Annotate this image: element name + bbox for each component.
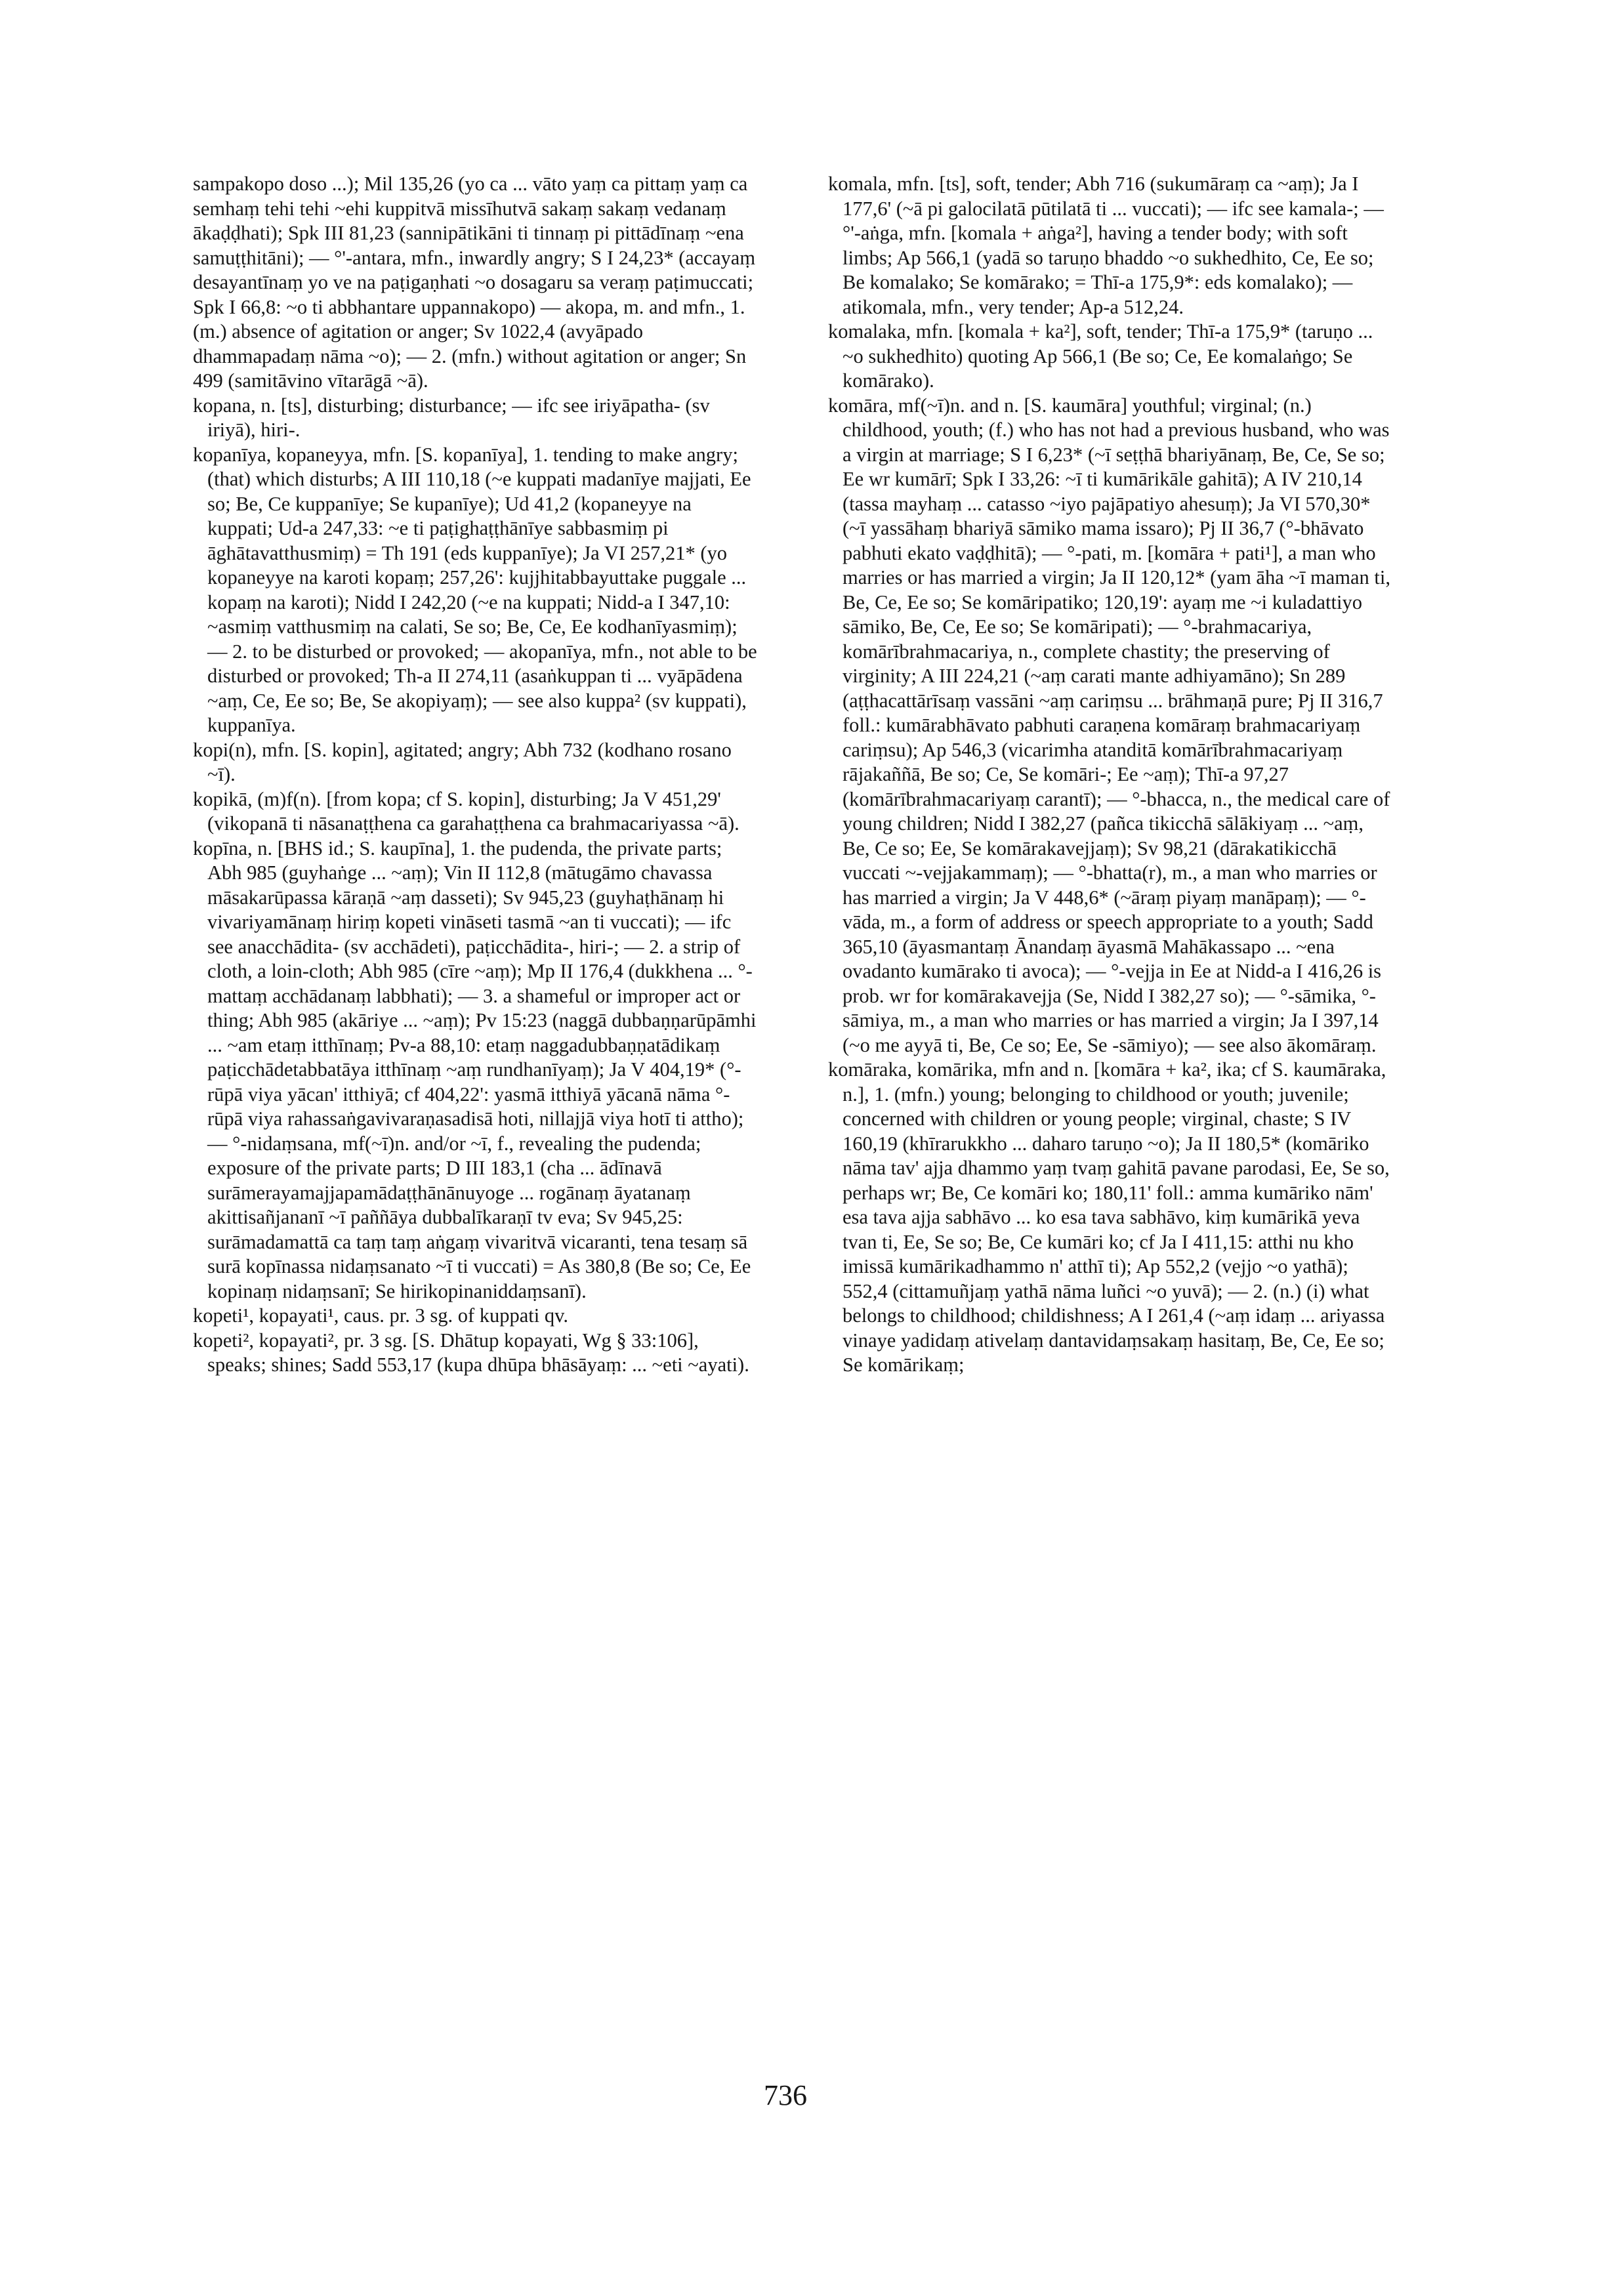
entry-komalaka: komalaka, mfn. [komala + ka²], soft, tender; Thī-a 175,9* (taruṇo ... ~o sukhedhito) quoting Ap 566,1 (Be so; Ce, Ee komalaṅgo; Se komārako). xyxy=(828,320,1373,392)
left-column xyxy=(193,172,757,1378)
entry-kopeti-1: kopeti¹, kopayati¹, caus. pr. 3 sg. of kuppati qv. xyxy=(193,1304,568,1327)
right-column xyxy=(828,172,1392,1378)
entry-kopana: kopana, n. [ts], disturbing; disturbance; — ifc see iriyāpatha- (sv iriyā), hiri-. xyxy=(193,394,710,441)
entry-kopeti-2: kopeti², kopayati², pr. 3 sg. [S. Dhātup kopayati, Wg § 33:106], speaks; shines; Sadd 553,17 (kupa dhūpa bhāsāyaṃ: ... ~eti ~ayati). xyxy=(193,1329,749,1376)
entry-komaraka: komāraka, komārika, mfn and n. [komāra + ka², ika; cf S. kaumāraka, n.], 1. (mfn.) young; belonging to childhood or youth; juvenile; concerned with children or young people; virginal, chaste; S IV 160,19 (khīrarukkho ... daharo taruṇo ~o); Ja II 180,5* (komāriko nāma tav' ajja dhammo yaṃ tvaṃ gahitā pavane parodasi, Ee, Se so, perhaps wr; Be, Ce komāri ko; 180,11' foll.: amma kumāriko nām' esa tava ajja sabhāvo ... ko esa tava sabhāvo, kiṃ kumārikā yeva tvan ti, Ee, Se so; Be, Ce kumāri ko; cf Ja I 411,15: atthi nu kho imissā kumārikadhammo n' atthī ti); Ap 552,2 (vejjo ~o yathā); 552,4 (cittamuñjaṃ yathā nāma luñci ~o yuvā); — 2. (n.) (i) what belongs to childhood; childishness; A I 261,4 (~aṃ idaṃ ... ariyassa vinaye yadidaṃ ativelaṃ dantavidaṃsakaṃ hasitaṃ, Be, Ce, Ee so; Se komārikaṃ; xyxy=(828,1058,1390,1376)
page-number: 736 xyxy=(764,2079,807,2111)
entry-kopin: kopi(n), mfn. [S. kopin], agitated; angry; Abh 732 (kodhano rosano ~ī). xyxy=(193,738,732,785)
entry-komara: komāra, mf(~ī)n. and n. [S. kaumāra] youthful; virginal; (n.) childhood, youth; (f.) who has not had a previous husband, who was a virgin at marriage; S I 6,23* (~ī seṭṭhā bhariyānaṃ, Be, Ce, Se so; Ee wr kumārī; Spk I 33,26: ~ī ti kumārikāle gahitā); A IV 210,14 (tassa mayhaṃ ... catasso ~iyo pajāpatiyo ahesuṃ); Ja VI 570,30* (~ī yassāhaṃ bhariyā sāmiko mama issaro); Pj II 36,7 (°-bhāvato pabhuti ekato vaḍḍhitā); — °-pati, m. [komāra + pati¹], a man who marries or has married a virgin; Ja II 120,12* (yam āha ~ī maman ti, Be, Ce, Ee so; Se komāripatiko; 120,19': ayaṃ me ~i kuladattiyo sāmiko, Be, Ce, Ee so; Se komāripati); — °-brahmacariya, komārībrahmacariya, n., complete chastity; the preserving of virginity; A III 224,21 (~aṃ carati mante adhiyamāno); Sn 289 (aṭṭhacattārīsaṃ vassāni ~aṃ cariṃsu ... brāhmaṇā pure; Pj II 316,7 foll.: kumārabhāvato pabhuti caraṇena komāraṃ brahmacariyaṃ cariṃsu); Ap 546,3 (vicarimha atanditā komārībrahmacariyaṃ rājakaññā, Be so; Ce, Se komāri-; Ee ~aṃ); Thī-a 97,27 (komārībrahmacariyaṃ carantī); — °-bhacca, n., the medical care of young children; Nidd I 382,27 (pañca tikicchā sālākiyaṃ ... ~aṃ, Be, Ce so; Ee, Se komārakavejjaṃ); Sv 98,21 (dārakatikicchā vuccati ~-vejjakammaṃ); — °-bhatta(r), m., a man who marries or has married a virgin; Ja V 448,6* (~āraṃ piyaṃ manāpaṃ); — °-vāda, m., a form of address or speech appropriate to a youth; Sadd 365,10 (āyasmantaṃ Ānandaṃ āyasmā Mahākassapo ... ~ena ovadanto kumārako ti avoca); — °-vejja in Ee at Nidd-a I 416,26 is prob. wr for komārakavejja (Se, Nidd I 382,27 so); — °-sāmika, °-sāmiya, m., a man who marries or has married a virgin; Ja I 397,14 (~o me ayyā ti, Be, Ce so; Ee, Se -sāmiyo); — see also ākomāraṃ. xyxy=(828,394,1390,1056)
entry-komala: komala, mfn. [ts], soft, tender; Abh 716 (sukumāraṃ ca ~aṃ); Ja I 177,6' (~ā pi galocilatā pūtilatā ti ... vuccati); — ifc see kamala-; — °'-aṅga, mfn. [komala + aṅga²], having a tender body; with soft limbs; Ap 566,1 (yadā so taruṇo bhaddo ~o sukhedhito, Ce, Ee so; Be komalako; Se komārako; = Thī-a 175,9*: eds komalako); — atikomala, mfn., very tender; Ap-a 512,24. xyxy=(828,173,1384,318)
entry-kopika: kopikā, (m)f(n). [from kopa; cf S. kopin], disturbing; Ja V 451,29' (vikopanā ti nāsanaṭṭhena ca garahaṭṭhena ca brahmacariyassa ~ā). xyxy=(193,787,739,835)
entry-kopina: kopīna, n. [BHS id.; S. kaupīna], 1. the pudenda, the private parts; Abh 985 (guyhaṅge ... ~aṃ); Vin II 112,8 (mātugāmo chavassa māsakarūpassa kāraṇā ~aṃ dasseti); Sv 945,23 (guyhaṭhānaṃ hi vivariyamānaṃ hiriṃ kopeti vināseti tasmā ~an ti vuccati); — ifc see anacchādita- (sv acchādeti), paṭicchādita-, hiri-; — 2. a strip of cloth, a loin-cloth; Abh 985 (cīre ~aṃ); Mp II 176,4 (dukkhena ... °-mattaṃ acchādanaṃ labbhati); — 3. a shameful or improper act or thing; Abh 985 (akāriye ... ~aṃ); Pv 15:23 (naggā dubbaṇṇarūpāmhi ... ~am etaṃ itthīnaṃ; Pv-a 88,10: etaṃ naggadubbaṇṇatādikaṃ paṭicchādetabbatāya itthīnaṃ ~aṃ rundhanīyaṃ); Ja V 404,19* (°-rūpā viya yācan' itthiyā; cf 404,22': yasmā itthiyā yācanā nāma °-rūpā viya rahassaṅgavivaraṇasadisā hoti, nillajjā viya hotī ti attho); — °-nidaṃsana, mf(~ī)n. and/or ~ī, f., revealing the pudenda; exposure of the private parts; D III 183,1 (cha ... ādīnavā surāmerayamajjapamādaṭṭhānānuyoge ... rogānaṃ āyatanaṃ akittisañjananī ~ī paññāya dubbalīkaraṇī tv eva; Sv 945,25: surāmadamattā ca taṃ taṃ aṅgaṃ vivaritvā vicaranti, tena tesaṃ sā surā kopīnassa nidaṃsanato ~ī ti vuccati) = As 380,8 (Be so; Ce, Ee kopinaṃ nidaṃsanī; Se hirikopinaniddaṃsanī). xyxy=(193,837,757,1302)
entry-kopaniya: kopanīya, kopaneyya, mfn. [S. kopanīya], 1. tending to make angry; (that) which disturbs; A III 110,18 (~e kuppati madanīye majjati, Ee so; Be, Ce kuppanīye; Se kupanīye); Ud 41,2 (kopaneyye na kuppati; Ud-a 247,33: ~e ti paṭighaṭṭhānīye sabbasmiṃ pi āghātavatthusmiṃ) = Th 191 (eds kuppanīye); Ja VI 257,21* (yo kopaneyye na karoti kopaṃ; 257,26': kujjhitabbayuttake puggale ... kopaṃ na karoti); Nidd I 242,20 (~e na kuppati; Nidd-a I 347,10: ~asmiṃ vatthusmiṃ na calati, Se so; Be, Ce, Ee kodhanīyasmiṃ); — 2. to be disturbed or provoked; — akopanīya, mfn., not able to be disturbed or provoked; Th-a II 274,11 (asaṅkuppan ti ... vyāpādena ~aṃ, Ce, Ee so; Be, Se akopiyaṃ); — see also kuppa² (sv kuppati), kuppanīya. xyxy=(193,443,757,736)
entry-kopa-continuation: sampakopo doso ...); Mil 135,26 (yo ca ... vāto yaṃ ca pittaṃ yaṃ ca semhaṃ tehi tehi ~ehi kuppitvā missīhutvā sakaṃ sakaṃ vedanaṃ ākaḍḍhati); Spk III 81,23 (sannipātikāni ti tinnaṃ pi pittādīnaṃ ~ena samuṭṭhitāni); — °'-antara, mfn., inwardly angry; S I 24,23* (accayaṃ desayantīnaṃ yo ve na paṭigaṇhati ~o dosagaru sa veraṃ paṭimuccati; Spk I 66,8: ~o ti abbhantare uppannakopo) — akopa, m. and mfn., 1. (m.) absence of agitation or anger; Sv 1022,4 (avyāpado dhammapadaṃ nāma ~o); — 2. (mfn.) without agitation or anger; Sn 499 (samitāvino vītarāgā ~ā). xyxy=(193,173,756,392)
